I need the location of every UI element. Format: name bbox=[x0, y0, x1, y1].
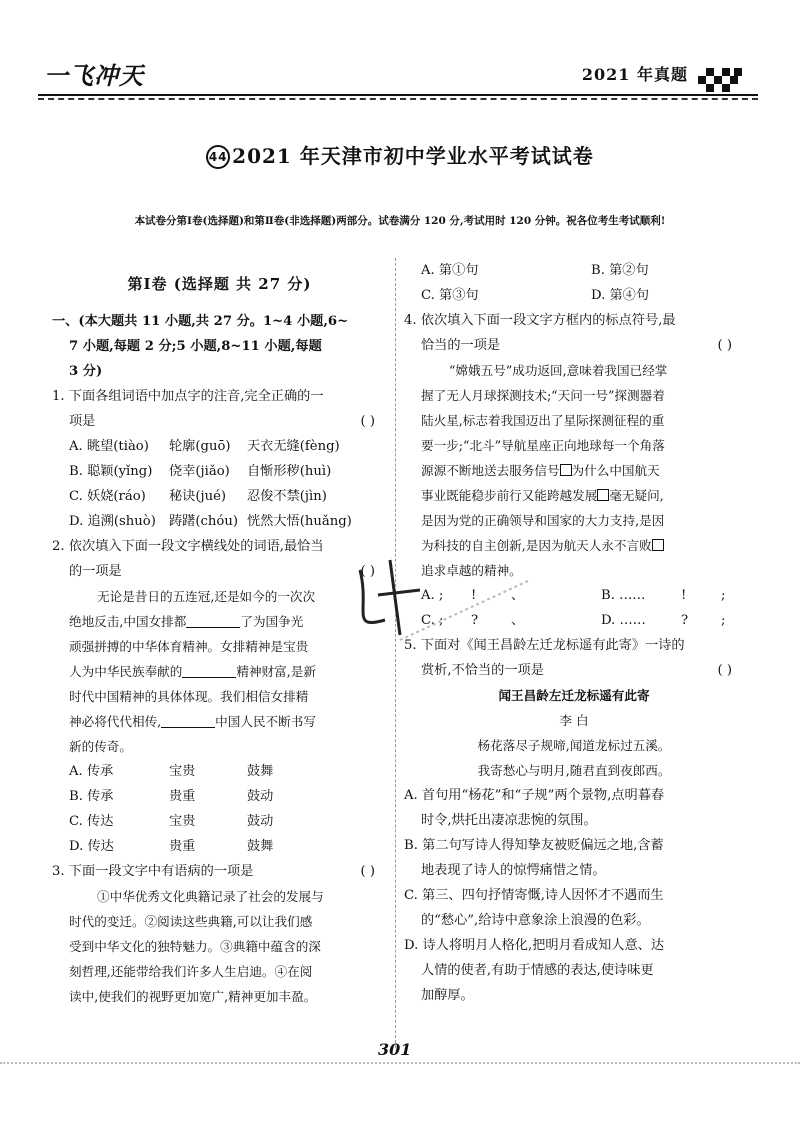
fill-blank bbox=[182, 664, 236, 678]
q5-option: D. 诗人将明月人格化,把明月看成知人意、达 bbox=[404, 938, 665, 953]
q3-passage-line: ①中华优秀文化典籍记录了社会的发展与 bbox=[97, 889, 324, 904]
brand-logo: 一飞冲天 bbox=[44, 62, 144, 90]
answer-paren: ( ) bbox=[717, 663, 732, 678]
q5-option: 的“愁心”,给诗中意象涂上浪漫的色彩。 bbox=[421, 913, 650, 928]
answer-paren: ( ) bbox=[360, 864, 375, 879]
header-rule-dashed bbox=[38, 98, 758, 100]
q3-stem: 3. 下面一段文字中有语病的一项是 ( ) bbox=[52, 859, 387, 884]
q5-stem: 赏析,不恰当的一项是 ( ) bbox=[404, 658, 744, 683]
q4-option: A. ; ! 、 B. …… ! ; bbox=[421, 588, 726, 603]
q2-option: A. 传承 宝贵 鼓舞 bbox=[69, 764, 274, 779]
q2-passage-line: 时代中国精神的具体体现。我们相信女排精 bbox=[69, 689, 309, 704]
q4-passage-line: 是因为党的正确领导和国家的大力支持,是因 bbox=[421, 513, 665, 528]
q4-passage-line: “嫦娥五号”成功返回,意味着我国已经掌 bbox=[449, 363, 668, 378]
q4-passage-line: 握了无人月球探测技术;“天问一号”探测器着 bbox=[421, 388, 665, 403]
q1-option: B. 聪颖(yǐng) 侥幸(jiǎo) 自惭形秽(huì) bbox=[69, 464, 332, 479]
q1-option: A. 眺望(tiào) 轮廓(guō) 天衣无缝(fèng) bbox=[69, 439, 340, 454]
q1-stem: 项是 ( ) bbox=[52, 409, 387, 434]
fill-blank bbox=[161, 714, 215, 728]
answer-paren: ( ) bbox=[360, 414, 375, 429]
q3-passage-line: 受到中华文化的独特魅力。③典籍中蕴含的深 bbox=[69, 939, 321, 954]
q2-stem: 2. 依次填入下面一段文字横线处的词语,最恰当 bbox=[52, 539, 324, 554]
page-number: 301 bbox=[378, 1040, 412, 1059]
q4-passage-line: 追求卓越的精神。 bbox=[421, 563, 522, 578]
left-column bbox=[52, 258, 387, 1009]
column-divider bbox=[395, 258, 396, 1048]
q1-option: D. 追溯(shuò) 踌躇(chóu) 恍然大悟(huǎng) bbox=[69, 514, 352, 529]
q5-option: A. 首句用“杨花”和“子规”两个景物,点明暮春 bbox=[404, 788, 665, 803]
q3-passage-line: 时代的变迁。②阅读这些典籍,可以让我们感 bbox=[69, 914, 313, 929]
q4-option: C. ; ? 、 D. …… ? ; bbox=[421, 613, 726, 628]
q4-passage-line: 陆火星,标志着我国迈出了星际探测征程的重 bbox=[421, 413, 665, 428]
exam-notice: 本试卷分第Ⅰ卷(选择题)和第Ⅱ卷(非选择题)两部分。试卷满分 120 分,考试用时 120 分钟。祝各位考生考试顺利! bbox=[134, 215, 666, 227]
punct-box bbox=[652, 539, 664, 551]
poem-line: 我寄愁心与明月,随君直到夜郎西。 bbox=[477, 763, 671, 778]
q1-stem: 1. 下面各组词语中加点字的注音,完全正确的一 bbox=[52, 389, 324, 404]
part-intro-line: 3 分) bbox=[69, 364, 103, 379]
q5-option: 时令,烘托出凄凉悲惋的氛围。 bbox=[421, 813, 597, 828]
title-text: 2021 年天津市初中学业水平考试试卷 bbox=[232, 144, 594, 168]
q5-option: C. 第三、四句抒情寄慨,诗人因怀才不遇而生 bbox=[404, 888, 664, 903]
q2-passage-line: 无论是昔日的五连冠,还是如今的一次次 bbox=[97, 589, 316, 604]
q2-passage-line: 顽强拼搏的中华体育精神。女排精神是宝贵 bbox=[69, 639, 309, 654]
part-intro-line: 一、(本大题共 11 小题,共 27 分。1~4 小题,6~ bbox=[52, 314, 349, 329]
q2-stem: 的一项是 ( ) bbox=[52, 559, 387, 584]
q2-passage-line: 人为中华民族奉献的 精神财富,是新 bbox=[69, 664, 316, 679]
year-tag: 2021 年真题 bbox=[581, 65, 688, 84]
q3-passage-line: 读中,使我们的视野更加宽广,精神更加丰盈。 bbox=[69, 989, 317, 1004]
q4-passage-line: 要一步;“北斗”导航星座正向地球每一个角落 bbox=[421, 438, 665, 453]
q4-passage-line: 为科技的自主创新,是因为航天人永不言败 bbox=[404, 533, 744, 558]
q2-passage-line: 神必将代代相传, 中国人民不断书写 bbox=[69, 714, 316, 729]
footer-rule bbox=[0, 1062, 800, 1064]
q5-stem: 5. 下面对《闻王昌龄左迁龙标遥有此寄》一诗的 bbox=[404, 638, 685, 653]
page-title bbox=[0, 140, 800, 169]
q2-passage-line: 绝地反击,中国女排都 了为国争光 bbox=[69, 614, 304, 629]
q3-passage-line: 刻哲理,还能带给我们许多人生启迪。④在阅 bbox=[69, 964, 313, 979]
poem-author: 李 白 bbox=[559, 713, 589, 728]
q5-option: 加醇厚。 bbox=[421, 988, 474, 1003]
q4-stem: 4. 依次填入下面一段文字方框内的标点符号,最 bbox=[404, 313, 676, 328]
section-heading: 第Ⅰ卷 (选择题 共 27 分) bbox=[127, 275, 312, 293]
q4-stem: 恰当的一项是 ( ) bbox=[404, 333, 744, 358]
part-intro-line: 7 小题,每题 2 分;5 小题,8~11 小题,每题 bbox=[69, 339, 322, 354]
q3-option: C. 第③句 D. 第④句 bbox=[421, 288, 650, 303]
q2-option: B. 传承 贵重 鼓动 bbox=[69, 789, 274, 804]
poem-title: 闻王昌龄左迁龙标遥有此寄 bbox=[498, 688, 650, 703]
answer-paren: ( ) bbox=[717, 338, 732, 353]
q2-option: C. 传达 宝贵 鼓动 bbox=[69, 814, 274, 829]
header-rule bbox=[38, 94, 758, 96]
q5-option: 地表现了诗人的惊愕痛惜之情。 bbox=[421, 863, 606, 878]
q1-option: C. 妖娆(ráo) 秘诀(jué) 忍俊不禁(jìn) bbox=[69, 489, 327, 504]
checker-icon bbox=[698, 66, 742, 92]
punct-box bbox=[597, 489, 609, 501]
poem-line: 杨花落尽子规啼,闻道龙标过五溪。 bbox=[477, 738, 671, 753]
q4-passage-line: 源源不断地送去服务信号 为什么中国航天 bbox=[421, 463, 660, 478]
answer-paren: ( ) bbox=[360, 564, 375, 579]
exam-number: 44 bbox=[206, 145, 230, 169]
q3-option: A. 第①句 B. 第②句 bbox=[421, 263, 649, 278]
q5-option: 人情的使者,有助于情感的表达,使诗味更 bbox=[421, 963, 654, 978]
fill-blank bbox=[186, 614, 240, 628]
q2-passage-line: 新的传奇。 bbox=[69, 739, 132, 754]
punct-box bbox=[560, 464, 572, 476]
q2-option: D. 传达 贵重 鼓舞 bbox=[69, 839, 274, 854]
q5-option: B. 第二句写诗人得知挚友被贬偏远之地,含蓄 bbox=[404, 838, 664, 853]
q4-passage-line: 事业既能稳步前行又能跨越发展 毫无疑问, bbox=[421, 488, 664, 503]
right-column bbox=[404, 258, 744, 1008]
